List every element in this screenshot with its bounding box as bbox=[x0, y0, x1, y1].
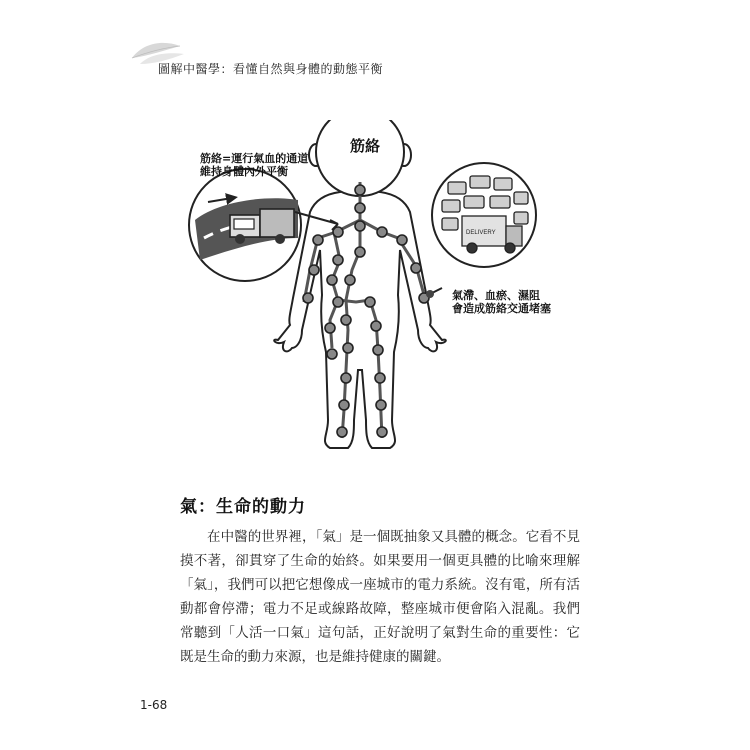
traffic-jam-illustration bbox=[426, 163, 536, 298]
left-callout bbox=[200, 152, 308, 178]
left-callout-line-1: 筋絡=運行氣血的通道 bbox=[200, 152, 309, 165]
right-callout-line-2: 會造成筋絡交通堵塞 bbox=[452, 302, 551, 315]
body-label: 筋絡 bbox=[349, 137, 380, 155]
left-callout-line-2: 維持身體內外平衡 bbox=[200, 165, 288, 178]
right-callout-line-1: 氣滯、血瘀、濕阻 bbox=[452, 289, 540, 302]
page-number: 1-68 bbox=[140, 698, 168, 712]
svg-text:DELIVERY: DELIVERY bbox=[466, 230, 496, 236]
body-paragraph bbox=[180, 525, 580, 669]
paragraph-text: 在中醫的世界裡，「氣」是一個既抽象又具體的概念。它看不見摸不著，卻貫穿了生命的始終。如果要用一個更具體的比喻來理解「氣」，我們可以把它想像成一座城市的電力系統。沒有電，所有活動都會停滯；電力不足或線路故障，整座城市便會陷入混亂。我們常聽到「人活一口氣」這句話，正好說明了氣對生命的重要性：它既是生命的動力來源，也是維持健康的關鍵。 bbox=[180, 529, 580, 665]
section-heading: 氣：生命的動力 bbox=[180, 497, 306, 517]
header-title: 圖解中醫學：看懂自然與身體的動態平衡 bbox=[158, 62, 384, 76]
right-callout bbox=[452, 289, 551, 315]
page-header bbox=[130, 38, 390, 78]
